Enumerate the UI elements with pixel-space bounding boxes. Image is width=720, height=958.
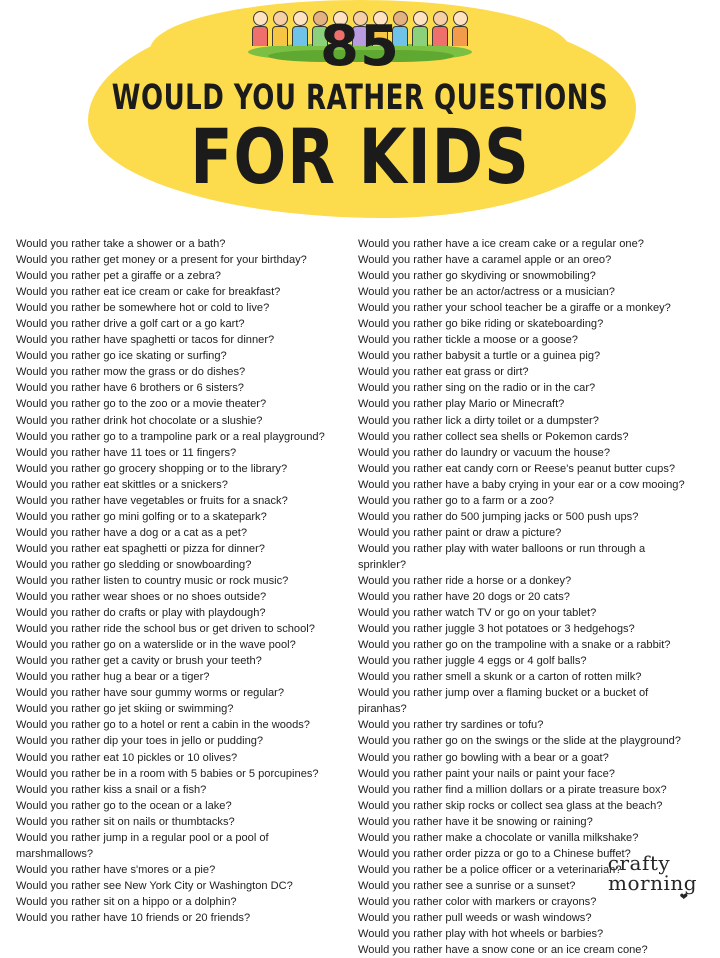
question-item: Would you rather dip your toes in jello or pudding? bbox=[16, 735, 264, 748]
question-item: Would you rather sit on nails or thumbtacks? bbox=[16, 815, 235, 828]
questions-columns bbox=[0, 236, 720, 958]
questions-column-left bbox=[0, 236, 350, 958]
question-item: Would you rather eat grass or dirt? bbox=[358, 366, 529, 379]
question-item: Would you rather babysit a turtle or a guinea pig? bbox=[358, 350, 601, 363]
question-item: Would you rather wear shoes or no shoes outside? bbox=[16, 591, 267, 604]
question-item: Would you rather have 11 toes or 11 fingers? bbox=[16, 446, 237, 459]
question-item: Would you rather skip rocks or collect sea glass at the beach? bbox=[358, 799, 663, 812]
question-item: Would you rather have s'mores or a pie? bbox=[16, 863, 216, 876]
question-item: Would you rather go skydiving or snowmobiling? bbox=[358, 270, 596, 283]
question-item: Would you rather be in a room with 5 babies or 5 porcupines? bbox=[16, 767, 319, 780]
question-item: Would you rather have 6 brothers or 6 sisters? bbox=[16, 382, 244, 395]
question-item: Would you rather collect sea shells or Pokemon cards? bbox=[358, 430, 629, 443]
question-item: Would you rather find a million dollars or a pirate treasure box? bbox=[358, 783, 667, 796]
question-item: Would you rather eat candy corn or Reese's peanut butter cups? bbox=[358, 462, 676, 475]
question-item: Would you rather have it be snowing or raining? bbox=[358, 815, 593, 828]
question-item: Would you rather sing on the radio or in the car? bbox=[358, 382, 596, 395]
question-item: Would you rather juggle 4 eggs or 4 golf balls? bbox=[358, 655, 587, 668]
question-item: Would you rather do 500 jumping jacks or 500 push ups? bbox=[358, 510, 639, 523]
question-item: Would you rather be an actor/actress or a musician? bbox=[358, 286, 615, 299]
question-item: Would you rather go to a trampoline park or a real playground? bbox=[16, 430, 325, 443]
question-item: Would you rather do laundry or vacuum the house? bbox=[358, 446, 611, 459]
question-item: Would you rather go to a hotel or rent a cabin in the woods? bbox=[16, 719, 310, 732]
question-item: Would you rather try sardines or tofu? bbox=[358, 719, 544, 732]
question-item: Would you rather go sledding or snowboarding? bbox=[16, 558, 252, 571]
question-item: Would you rather have 10 friends or 20 friends? bbox=[16, 911, 251, 924]
question-item: Would you rather go grocery shopping or to the library? bbox=[16, 462, 288, 475]
question-item: Would you rather have a ice cream cake or a regular one? bbox=[358, 238, 644, 250]
question-item: Would you rather watch TV or go on your tablet? bbox=[358, 607, 597, 620]
question-item: Would you rather listen to country music or rock music? bbox=[16, 574, 289, 587]
question-item: Would you rather paint your nails or paint your face? bbox=[358, 767, 615, 780]
question-item: Would you rather go jet skiing or swimming? bbox=[16, 703, 234, 716]
question-item: Would you rather eat skittles or a snickers? bbox=[16, 478, 228, 491]
question-item: Would you rather go bike riding or skateboarding? bbox=[358, 318, 604, 331]
question-item: Would you rather eat spaghetti or pizza for dinner? bbox=[16, 542, 265, 555]
question-item: Would you rather go on a waterslide or in the wave pool? bbox=[16, 639, 296, 652]
question-item: Would you rather pet a giraffe or a zebra? bbox=[16, 270, 221, 283]
question-item: Would you rather do crafts or play with playdough? bbox=[16, 607, 266, 620]
question-item: Would you rather go to the zoo or a movie theater? bbox=[16, 398, 267, 411]
question-item: Would you rather see New York City or Washington DC? bbox=[16, 879, 293, 892]
title-count: 85 bbox=[320, 14, 400, 79]
page-header bbox=[0, 0, 720, 232]
question-item: Would you rather lick a dirty toilet or a dumpster? bbox=[358, 414, 599, 427]
question-item: Would you rather go mini golfing or to a skatepark? bbox=[16, 510, 267, 523]
title-line-3: FOR KIDS bbox=[190, 112, 530, 202]
question-item: Would you rather color with markers or crayons? bbox=[358, 895, 597, 908]
question-item: Would you rather have a snow cone or an ice cream cone? bbox=[358, 944, 648, 957]
question-item: Would you rather ride a horse or a donkey? bbox=[358, 574, 572, 587]
question-item: Would you rather go to a farm or a zoo? bbox=[358, 494, 554, 507]
question-item: Would you rather have sour gummy worms or regular? bbox=[16, 687, 285, 700]
logo-line-1: crafty bbox=[607, 851, 671, 875]
question-item: Would you rather have spaghetti or tacos for dinner? bbox=[16, 334, 275, 347]
question-item: Would you rather make a chocolate or vanilla milkshake? bbox=[358, 831, 639, 844]
questions-column-right bbox=[350, 236, 700, 958]
question-item: Would you rather see a sunrise or a sunset? bbox=[358, 879, 576, 892]
crafty-morning-logo bbox=[586, 851, 698, 909]
question-item: Would you rather be somewhere hot or cold to live? bbox=[16, 302, 270, 315]
question-item: Would you rather go to the ocean or a lake? bbox=[16, 799, 232, 812]
question-item: Would you rather have a caramel apple or an oreo? bbox=[358, 254, 612, 267]
question-item: Would you rather have 20 dogs or 20 cats? bbox=[358, 591, 570, 604]
question-item: Would you rather get a cavity or brush your teeth? bbox=[16, 655, 262, 668]
question-item: Would you rather take a shower or a bath? bbox=[16, 238, 226, 250]
question-item: Would you rather have a baby crying in your ear or a cow mooing? bbox=[358, 478, 685, 491]
heart-icon: ❤ bbox=[679, 892, 688, 903]
question-item: Would you rather pull weeds or wash windows? bbox=[358, 911, 592, 924]
question-item: Would you rather jump over a flaming bucket or a bucket of piranhas? bbox=[358, 687, 649, 716]
question-item: Would you rather be a police officer or a veterinarian? bbox=[358, 863, 622, 876]
question-item: Would you rather go on the trampoline with a snake or a rabbit? bbox=[358, 639, 671, 652]
question-item: Would you rather play Mario or Minecraft? bbox=[358, 398, 565, 411]
question-item: Would you rather get money or a present for your birthday? bbox=[16, 254, 307, 267]
question-item: Would you rather have vegetables or fruits for a snack? bbox=[16, 494, 288, 507]
question-item: Would you rather sit on a hippo or a dolphin? bbox=[16, 895, 237, 908]
question-item: Would you rather drink hot chocolate or a slushie? bbox=[16, 414, 263, 427]
question-item: Would you rather paint or draw a picture? bbox=[358, 526, 562, 539]
question-item: Would you rather go bowling with a bear or a goat? bbox=[358, 751, 609, 764]
question-item: Would you rather mow the grass or do dishes? bbox=[16, 366, 246, 379]
question-item: Would you rather hug a bear or a tiger? bbox=[16, 671, 210, 684]
question-item: Would you rather play with water balloons or run through a sprinkler? bbox=[358, 542, 646, 571]
question-item: Would you rather drive a golf cart or a go kart? bbox=[16, 318, 245, 331]
logo-line-2: morning bbox=[608, 871, 698, 895]
question-item: Would you rather jump in a regular pool or a pool of marshmallows? bbox=[16, 831, 269, 860]
question-item: Would you rather smell a skunk or a carton of rotten milk? bbox=[358, 671, 642, 684]
question-item: Would you rather have a dog or a cat as a pet? bbox=[16, 526, 248, 539]
question-item: Would you rather juggle 3 hot potatoes or 3 hedgehogs? bbox=[358, 623, 635, 636]
question-item: Would you rather eat 10 pickles or 10 olives? bbox=[16, 751, 238, 764]
question-item: Would you rather eat ice cream or cake for breakfast? bbox=[16, 286, 281, 299]
question-item: Would you rather play with hot wheels or barbies? bbox=[358, 928, 604, 941]
question-item: Would you rather go ice skating or surfing? bbox=[16, 350, 227, 363]
question-item: Would you rather ride the school bus or get driven to school? bbox=[16, 623, 315, 636]
question-item: Would you rather order pizza or go to a Chinese buffet? bbox=[358, 847, 631, 860]
question-item: Would you rather go on the swings or the slide at the playground? bbox=[358, 735, 681, 748]
question-item: Would you rather kiss a snail or a fish? bbox=[16, 783, 207, 796]
question-item: Would you rather tickle a moose or a goose? bbox=[358, 334, 578, 347]
question-item: Would you rather your school teacher be a giraffe or a monkey? bbox=[358, 302, 671, 315]
title-line-2: WOULD YOU RATHER QUESTIONS bbox=[111, 78, 609, 119]
